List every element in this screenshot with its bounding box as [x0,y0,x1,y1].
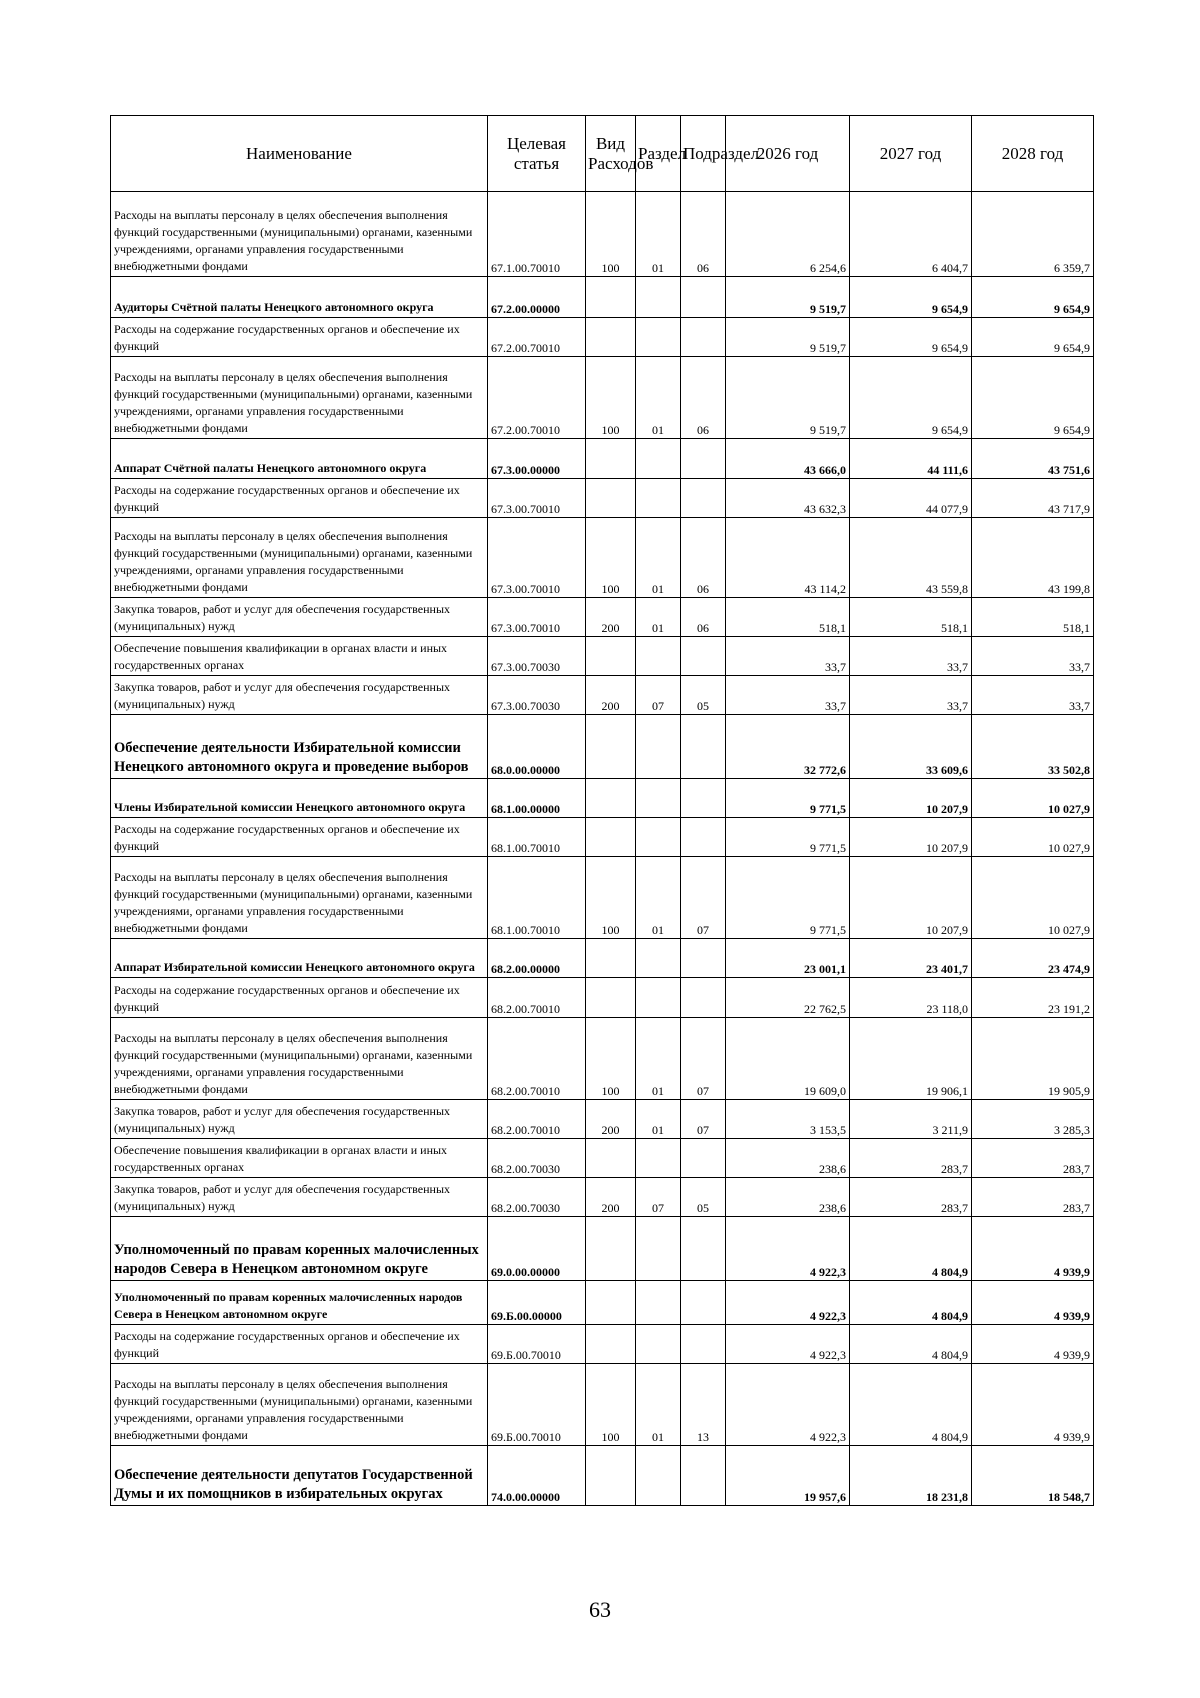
subsection-code: 07 [681,1100,726,1139]
row-name: Закупка товаров, работ и услуг для обеспечения государственных (муниципальных) нужд [111,676,488,715]
target-article-code: 68.2.00.00000 [488,939,586,978]
section-code [636,1139,681,1178]
amount-2026: 43 666,0 [726,439,850,479]
target-article-code: 67.3.00.70010 [488,518,586,598]
section-code [636,978,681,1018]
subsection-code [681,637,726,676]
row-name: Уполномоченный по правам коренных малочисленных народов Севера в Ненецком автономном округе [111,1217,488,1281]
amount-2026: 22 762,5 [726,978,850,1018]
row-name: Аппарат Избирательной комиссии Ненецкого автономного округа [111,939,488,978]
amount-2026: 6 254,6 [726,192,850,277]
table-row [111,978,1094,1018]
header-target-article: Целевая статья [488,116,586,192]
section-code [636,779,681,818]
amount-2028: 9 654,9 [972,277,1094,318]
amount-2026: 9 771,5 [726,857,850,939]
subsection-code [681,479,726,518]
expense-type-code [586,779,636,818]
section-code [636,277,681,318]
page-number: 63 [589,1597,611,1622]
amount-2027: 9 654,9 [850,357,972,439]
amount-2028: 4 939,9 [972,1281,1094,1325]
subsection-code [681,1325,726,1364]
expense-type-code: 200 [586,598,636,637]
row-name: Расходы на содержание государственных органов и обеспечение их функций [111,318,488,357]
amount-2027: 44 111,6 [850,439,972,479]
amount-2026: 9 771,5 [726,779,850,818]
section-code [636,1217,681,1281]
subsection-code [681,978,726,1018]
amount-2028: 23 191,2 [972,978,1094,1018]
table-row [111,1446,1094,1506]
table-row [111,1325,1094,1364]
amount-2028: 23 474,9 [972,939,1094,978]
header-year-2026: 2026 год [726,116,850,192]
section-code [636,939,681,978]
expense-type-code [586,1139,636,1178]
amount-2026: 9 519,7 [726,357,850,439]
section-code: 01 [636,357,681,439]
target-article-code: 67.2.00.00000 [488,277,586,318]
section-code: 07 [636,1178,681,1217]
amount-2028: 33,7 [972,676,1094,715]
target-article-code: 68.2.00.70030 [488,1139,586,1178]
subsection-code [681,818,726,857]
amount-2026: 43 114,2 [726,518,850,598]
amount-2027: 9 654,9 [850,318,972,357]
amount-2027: 44 077,9 [850,479,972,518]
target-article-code: 68.1.00.70010 [488,857,586,939]
expense-type-code: 100 [586,357,636,439]
expense-type-code [586,1217,636,1281]
table-row [111,779,1094,818]
subsection-code [681,1217,726,1281]
row-name: Уполномоченный по правам коренных малочисленных народов Севера в Ненецком автономном округе [111,1281,488,1325]
target-article-code: 68.2.00.70010 [488,978,586,1018]
row-name: Закупка товаров, работ и услуг для обеспечения государственных (муниципальных) нужд [111,1178,488,1217]
amount-2027: 4 804,9 [850,1281,972,1325]
expense-type-code [586,1281,636,1325]
table-row [111,479,1094,518]
row-name: Обеспечение повышения квалификации в органах власти и иных государственных органах [111,637,488,676]
table-row [111,318,1094,357]
amount-2028: 43 751,6 [972,439,1094,479]
row-name: Расходы на содержание государственных органов и обеспечение их функций [111,1325,488,1364]
amount-2028: 43 199,8 [972,518,1094,598]
amount-2026: 4 922,3 [726,1325,850,1364]
table-row [111,1139,1094,1178]
expense-type-code: 100 [586,1364,636,1446]
amount-2027: 19 906,1 [850,1018,972,1100]
target-article-code: 68.2.00.70030 [488,1178,586,1217]
table-row [111,518,1094,598]
expense-type-code [586,1446,636,1506]
row-name: Аппарат Счётной палаты Ненецкого автономного округа [111,439,488,479]
expense-type-code: 200 [586,676,636,715]
amount-2027: 10 207,9 [850,818,972,857]
amount-2028: 33 502,8 [972,715,1094,779]
subsection-code: 06 [681,518,726,598]
target-article-code: 68.1.00.00000 [488,779,586,818]
table-row [111,1364,1094,1446]
amount-2026: 4 922,3 [726,1281,850,1325]
amount-2026: 3 153,5 [726,1100,850,1139]
amount-2027: 4 804,9 [850,1364,972,1446]
amount-2028: 4 939,9 [972,1325,1094,1364]
expense-type-code [586,318,636,357]
subsection-code [681,318,726,357]
target-article-code: 68.2.00.70010 [488,1018,586,1100]
amount-2026: 33,7 [726,676,850,715]
amount-2026: 33,7 [726,637,850,676]
expense-type-code: 100 [586,518,636,598]
row-name: Расходы на выплаты персоналу в целях обеспечения выполнения функций государственными (муниципальными) органами, казенными учреждениями, органами управления государственными внебюджетными фондами [111,1018,488,1100]
table-header-row [111,116,1094,192]
expense-type-code [586,1325,636,1364]
section-code: 07 [636,676,681,715]
expense-type-code [586,479,636,518]
target-article-code: 67.1.00.70010 [488,192,586,277]
table-row [111,439,1094,479]
expense-type-code [586,818,636,857]
amount-2027: 4 804,9 [850,1217,972,1281]
amount-2027: 6 404,7 [850,192,972,277]
amount-2028: 283,7 [972,1178,1094,1217]
target-article-code: 69.0.00.00000 [488,1217,586,1281]
subsection-code [681,779,726,818]
section-code [636,318,681,357]
expense-type-code: 100 [586,857,636,939]
row-name: Обеспечение повышения квалификации в органах власти и иных государственных органах [111,1139,488,1178]
amount-2027: 33 609,6 [850,715,972,779]
expense-type-code: 200 [586,1100,636,1139]
expense-type-code: 100 [586,1018,636,1100]
row-name: Обеспечение деятельности Избирательной комиссии Ненецкого автономного округа и проведение выборов [111,715,488,779]
amount-2027: 23 118,0 [850,978,972,1018]
section-code [636,637,681,676]
amount-2026: 32 772,6 [726,715,850,779]
amount-2026: 9 519,7 [726,277,850,318]
table-row [111,1281,1094,1325]
amount-2028: 18 548,7 [972,1446,1094,1506]
amount-2028: 283,7 [972,1139,1094,1178]
amount-2027: 518,1 [850,598,972,637]
header-name: Наименование [111,116,488,192]
amount-2026: 23 001,1 [726,939,850,978]
amount-2027: 9 654,9 [850,277,972,318]
row-name: Аудиторы Счётной палаты Ненецкого автономного округа [111,277,488,318]
subsection-code: 06 [681,192,726,277]
section-code [636,479,681,518]
target-article-code: 74.0.00.00000 [488,1446,586,1506]
row-name: Расходы на выплаты персоналу в целях обеспечения выполнения функций государственными (муниципальными) органами, казенными учреждениями, органами управления государственными внебюджетными фондами [111,357,488,439]
header-year-2028: 2028 год [972,116,1094,192]
subsection-code: 07 [681,1018,726,1100]
amount-2028: 33,7 [972,637,1094,676]
amount-2026: 19 609,0 [726,1018,850,1100]
target-article-code: 68.0.00.00000 [488,715,586,779]
row-name: Расходы на выплаты персоналу в целях обеспечения выполнения функций государственными (муниципальными) органами, казенными учреждениями, органами управления государственными внебюджетными фондами [111,192,488,277]
row-name: Расходы на содержание государственных органов и обеспечение их функций [111,479,488,518]
amount-2028: 10 027,9 [972,818,1094,857]
table-row [111,637,1094,676]
section-code [636,1281,681,1325]
amount-2026: 19 957,6 [726,1446,850,1506]
subsection-code: 05 [681,676,726,715]
subsection-code [681,1281,726,1325]
target-article-code: 69.Б.00.70010 [488,1364,586,1446]
section-code: 01 [636,1100,681,1139]
section-code: 01 [636,192,681,277]
amount-2027: 283,7 [850,1178,972,1217]
expense-type-code [586,439,636,479]
amount-2026: 518,1 [726,598,850,637]
expense-type-code: 200 [586,1178,636,1217]
amount-2028: 10 027,9 [972,779,1094,818]
table-row [111,939,1094,978]
expense-type-code [586,277,636,318]
amount-2028: 9 654,9 [972,318,1094,357]
amount-2028: 518,1 [972,598,1094,637]
amount-2027: 3 211,9 [850,1100,972,1139]
target-article-code: 67.3.00.00000 [488,439,586,479]
subsection-code [681,715,726,779]
amount-2028: 6 359,7 [972,192,1094,277]
table-row [111,715,1094,779]
section-code [636,1446,681,1506]
table-row [111,818,1094,857]
row-name: Закупка товаров, работ и услуг для обеспечения государственных (муниципальных) нужд [111,1100,488,1139]
row-name: Расходы на выплаты персоналу в целях обеспечения выполнения функций государственными (муниципальными) органами, казенными учреждениями, органами управления государственными внебюджетными фондами [111,1364,488,1446]
header-section: Раздел [636,116,681,192]
subsection-code [681,1446,726,1506]
amount-2028: 4 939,9 [972,1217,1094,1281]
table-row [111,357,1094,439]
row-name: Расходы на содержание государственных органов и обеспечение их функций [111,978,488,1018]
subsection-code: 06 [681,357,726,439]
amount-2027: 23 401,7 [850,939,972,978]
amount-2026: 4 922,3 [726,1217,850,1281]
target-article-code: 67.3.00.70010 [488,479,586,518]
expense-type-code [586,637,636,676]
section-code: 01 [636,857,681,939]
table-row [111,1018,1094,1100]
amount-2028: 9 654,9 [972,357,1094,439]
expense-type-code [586,939,636,978]
expense-type-code [586,715,636,779]
row-name: Члены Избирательной комиссии Ненецкого автономного округа [111,779,488,818]
target-article-code: 67.3.00.70010 [488,598,586,637]
subsection-code [681,1139,726,1178]
amount-2028: 10 027,9 [972,857,1094,939]
budget-table [110,115,1094,1506]
amount-2026: 4 922,3 [726,1364,850,1446]
header-expense-type: Вид Расходов [586,116,636,192]
amount-2027: 10 207,9 [850,779,972,818]
expense-type-code [586,978,636,1018]
target-article-code: 67.3.00.70030 [488,676,586,715]
header-year-2027: 2027 год [850,116,972,192]
section-code: 01 [636,518,681,598]
subsection-code: 05 [681,1178,726,1217]
table-row [111,277,1094,318]
amount-2027: 10 207,9 [850,857,972,939]
section-code [636,818,681,857]
subsection-code [681,939,726,978]
subsection-code: 06 [681,598,726,637]
row-name: Обеспечение деятельности депутатов Государственной Думы и их помощников в избирательных округах [111,1446,488,1506]
amount-2026: 9 519,7 [726,318,850,357]
target-article-code: 69.Б.00.00000 [488,1281,586,1325]
section-code: 01 [636,1364,681,1446]
amount-2027: 33,7 [850,676,972,715]
row-name: Расходы на выплаты персоналу в целях обеспечения выполнения функций государственными (муниципальными) органами, казенными учреждениями, органами управления государственными внебюджетными фондами [111,518,488,598]
amount-2027: 18 231,8 [850,1446,972,1506]
row-name: Расходы на содержание государственных органов и обеспечение их функций [111,818,488,857]
amount-2026: 43 632,3 [726,479,850,518]
amount-2028: 19 905,9 [972,1018,1094,1100]
expense-type-code: 100 [586,192,636,277]
target-article-code: 68.2.00.70010 [488,1100,586,1139]
amount-2027: 283,7 [850,1139,972,1178]
section-code [636,1325,681,1364]
row-name: Расходы на выплаты персоналу в целях обеспечения выполнения функций государственными (муниципальными) органами, казенными учреждениями, органами управления государственными внебюджетными фондами [111,857,488,939]
amount-2027: 33,7 [850,637,972,676]
table-row [111,1100,1094,1139]
subsection-code: 07 [681,857,726,939]
subsection-code [681,439,726,479]
target-article-code: 67.2.00.70010 [488,318,586,357]
table-row [111,676,1094,715]
table-row [111,192,1094,277]
section-code [636,715,681,779]
target-article-code: 67.3.00.70030 [488,637,586,676]
amount-2026: 238,6 [726,1178,850,1217]
row-name: Закупка товаров, работ и услуг для обеспечения государственных (муниципальных) нужд [111,598,488,637]
table-row [111,598,1094,637]
subsection-code: 13 [681,1364,726,1446]
amount-2028: 3 285,3 [972,1100,1094,1139]
target-article-code: 69.Б.00.70010 [488,1325,586,1364]
table-row [111,1178,1094,1217]
section-code: 01 [636,1018,681,1100]
section-code [636,439,681,479]
header-subsection: Подраздел [681,116,726,192]
amount-2027: 4 804,9 [850,1325,972,1364]
amount-2028: 4 939,9 [972,1364,1094,1446]
target-article-code: 68.1.00.70010 [488,818,586,857]
amount-2026: 238,6 [726,1139,850,1178]
amount-2027: 43 559,8 [850,518,972,598]
table-row [111,857,1094,939]
amount-2028: 43 717,9 [972,479,1094,518]
subsection-code [681,277,726,318]
amount-2026: 9 771,5 [726,818,850,857]
target-article-code: 67.2.00.70010 [488,357,586,439]
table-row [111,1217,1094,1281]
section-code: 01 [636,598,681,637]
